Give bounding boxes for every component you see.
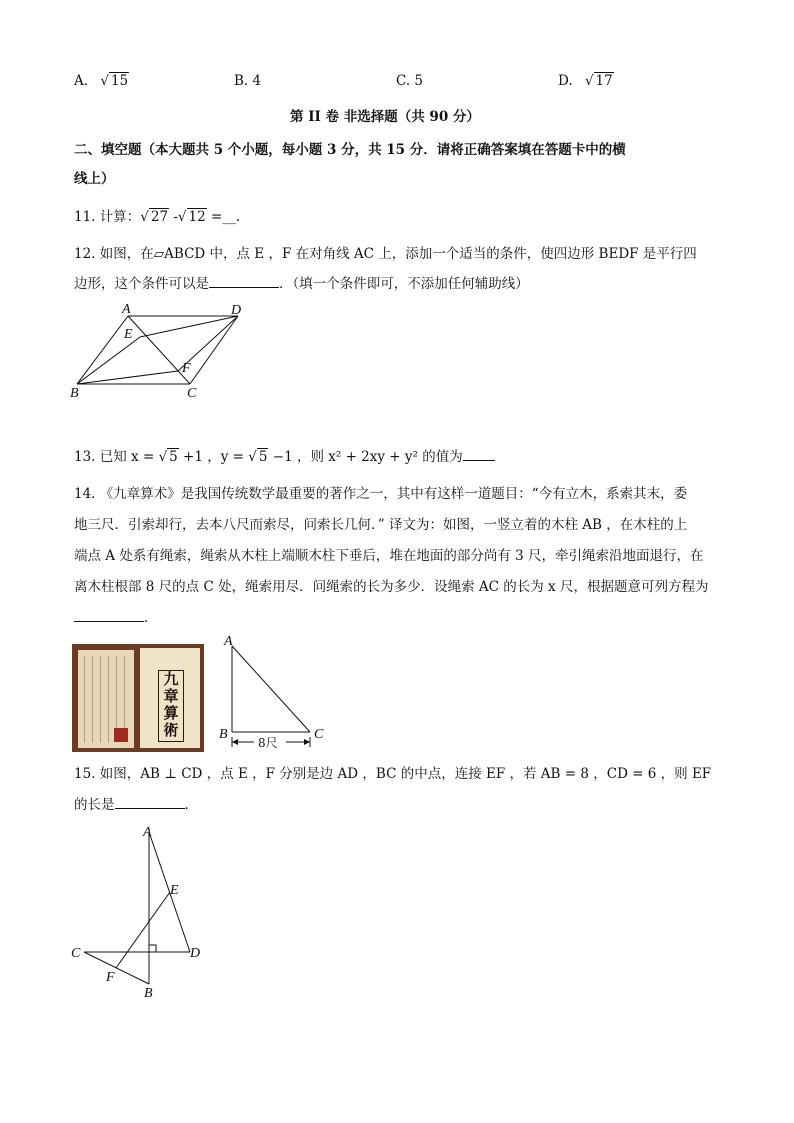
q15-line2-prefix: 的长是 (74, 797, 115, 813)
q13-answer-blank (463, 446, 495, 461)
fig14-label-b: B (219, 727, 228, 742)
q13-radicand-x: 5 (169, 449, 178, 465)
fig15-label-b: B (144, 986, 153, 1001)
q12-answer-blank (209, 273, 279, 288)
seal-stamp (114, 728, 128, 742)
book-right-page (140, 648, 200, 748)
q15-line2 (74, 794, 198, 816)
option-d-label: D. (558, 73, 573, 89)
option-a: A. √ 15 (74, 73, 129, 89)
q14-line5-suffix: ． (144, 610, 158, 626)
q12-line2-prefix: 边形，这个条件可以是 (74, 276, 209, 292)
q12-line2-suffix: ．（填一个条件即可，不添加任何辅助线） (279, 276, 529, 292)
fig15-label-d: D (190, 946, 201, 961)
q13-radicand-y: 5 (258, 449, 268, 465)
option-b: B. 4 (234, 73, 262, 89)
pole-rope-triangle-figure (218, 632, 333, 754)
q11-radicand-2: 12 (188, 209, 206, 225)
fig15-label-f: F (106, 970, 115, 985)
fig14-dimension-label: 8尺 (258, 736, 278, 750)
fig12-label-d: D (231, 303, 242, 318)
q15-line2-suffix: ． (184, 797, 198, 813)
q14-line5 (74, 607, 158, 629)
option-c: C. 5 (396, 73, 424, 89)
perpendicular-segments-figure (66, 822, 216, 1002)
fig15-label-a: A (143, 825, 152, 840)
fig12-label-c: C (187, 386, 197, 401)
section-intro-line2: 线上） (74, 171, 115, 187)
q13-prefix: 13. 已知 x = (74, 449, 159, 465)
option-a-label: A. (74, 73, 89, 89)
parallelogram-figure (66, 300, 256, 404)
q13-x-tail: +1 ，y = (178, 449, 249, 465)
section-title: 第 II 卷 非选择题（共 90 分） (290, 109, 480, 125)
q15-answer-blank (115, 794, 185, 809)
q14-answer-blank (74, 607, 144, 622)
option-d: D. √ 17 (558, 73, 613, 89)
q14-line3: 端点 A 处系有绳索，绳索从木柱上端顺木柱下垂后，堆在地面的部分尚有 3 尺，牵引绳索沿地面退行，在 (74, 548, 704, 564)
option-d-radicand: 17 (595, 73, 613, 89)
q13-y-tail: −1 ，则 x² + 2xy + y² 的值为 (268, 449, 463, 465)
q14-line1: 14. 《九章算术》是我国传统数学最重要的著作之一，其中有这样一道题目：“今有立木，系索其末，委 (74, 486, 688, 502)
q14-line4: 离木柱根部 8 尺的点 C 处，绳索用尽．问绳索的长为多少．设绳索 AC 的长为 x 尺，根据题意可列方程为 (74, 579, 709, 595)
q14-line2: 地三尺．引索却行，去本八尺而索尽，问索长几何．” 译文为：如图，一竖立着的木柱 AB ，在木柱的上 (74, 517, 688, 533)
fig14-label-a: A (224, 634, 233, 649)
fig12-label-b: B (70, 386, 79, 401)
fig12-label-e: E (124, 327, 133, 342)
fig12-label-f: F (182, 361, 191, 376)
q12-line1: 12. 如图，在▱ABCD 中，点 E ，F 在对角线 AC 上，添加一个适当的条件，使四边形 BEDF 是平行四 (74, 246, 697, 262)
question-13: 13. 已知 x = √ 5 +1 ，y = √ 5 −1 ，则 x² + 2xy + y² 的值为 (74, 446, 495, 468)
fig12-label-a: A (122, 302, 131, 317)
book-photo (72, 644, 204, 752)
book-cover-title: 九章算術 (158, 670, 184, 742)
question-11: 11. 计算：√ 27 -√ 12 =__. (74, 209, 241, 225)
q11-radicand-1: 27 (150, 209, 169, 225)
q11-minus: - (169, 209, 178, 225)
book-left-page (78, 650, 134, 748)
q12-line2 (74, 273, 529, 295)
option-a-radicand: 15 (110, 73, 129, 89)
section-intro-line1: 二、填空题（本大题共 5 个小题，每小题 3 分，共 15 分．请将正确答案填在答题卡中的横 (74, 142, 626, 158)
q15-line1: 15. 如图，AB ⊥ CD ，点 E ，F 分别是边 AD ，BC 的中点，连接 EF ，若 AB = 8 ，CD = 6 ，则 EF (74, 766, 712, 782)
fig14-label-c: C (314, 727, 324, 742)
fig15-label-c: C (71, 946, 81, 961)
q11-prefix: 11. 计算： (74, 209, 141, 225)
q11-suffix: =__. (206, 209, 241, 225)
fig15-label-e: E (170, 883, 179, 898)
